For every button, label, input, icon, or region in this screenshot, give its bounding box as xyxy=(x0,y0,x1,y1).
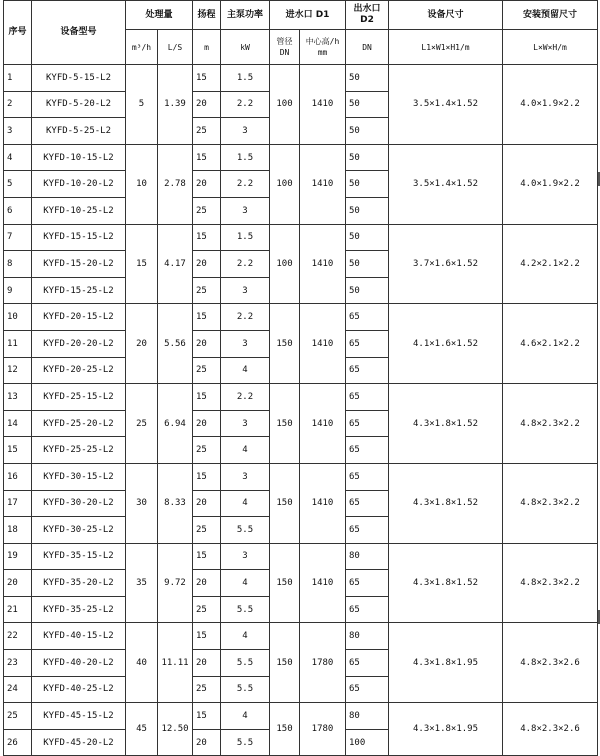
head-cell: 25 xyxy=(193,357,221,384)
model-cell: KYFD-35-25-L2 xyxy=(32,596,126,623)
size-cell: 4.1×1.6×1.52 xyxy=(389,304,503,384)
row-number: 19 xyxy=(4,543,32,570)
power-cell: 3 xyxy=(221,410,270,437)
outlet-cell: 65 xyxy=(346,676,389,703)
power-cell: 3 xyxy=(221,330,270,357)
row-number: 1 xyxy=(4,65,32,92)
model-cell: KYFD-40-15-L2 xyxy=(32,623,126,650)
unit-outlet: DN xyxy=(346,30,389,65)
model-cell: KYFD-45-20-L2 xyxy=(32,729,126,756)
table-row xyxy=(4,304,598,331)
model-cell: KYFD-15-15-L2 xyxy=(32,224,126,251)
power-cell: 4 xyxy=(221,623,270,650)
header-power: 主泵功率 xyxy=(221,1,270,30)
header-inlet: 进水口 D1 xyxy=(270,1,346,30)
flow-m3h-cell: 45 xyxy=(126,703,158,756)
size-cell: 4.3×1.8×1.95 xyxy=(389,623,503,703)
head-cell: 20 xyxy=(193,330,221,357)
head-cell: 25 xyxy=(193,596,221,623)
inlet-dn-cell: 150 xyxy=(270,384,300,464)
head-cell: 25 xyxy=(193,517,221,544)
unit-flow-m3h: m³/h xyxy=(126,30,158,65)
outlet-cell: 80 xyxy=(346,623,389,650)
row-number: 8 xyxy=(4,251,32,278)
flow-m3h-cell: 30 xyxy=(126,463,158,543)
inlet-height-cell: 1410 xyxy=(300,543,346,623)
equipment-spec-table xyxy=(3,0,598,756)
row-number: 18 xyxy=(4,517,32,544)
power-cell: 5.5 xyxy=(221,517,270,544)
outlet-cell: 50 xyxy=(346,277,389,304)
head-cell: 25 xyxy=(193,437,221,464)
row-number: 11 xyxy=(4,330,32,357)
head-cell: 15 xyxy=(193,543,221,570)
row-number: 16 xyxy=(4,463,32,490)
power-cell: 1.5 xyxy=(221,65,270,92)
flow-ls-cell: 1.39 xyxy=(158,65,193,145)
inlet-height-cell: 1410 xyxy=(300,384,346,464)
model-cell: KYFD-30-25-L2 xyxy=(32,517,126,544)
header-head: 扬程 xyxy=(193,1,221,30)
inlet-height-cell: 1780 xyxy=(300,623,346,703)
model-cell: KYFD-35-15-L2 xyxy=(32,543,126,570)
head-cell: 20 xyxy=(193,650,221,677)
table-body xyxy=(4,1,598,756)
size-cell: 3.5×1.4×1.52 xyxy=(389,65,503,145)
model-cell: KYFD-20-25-L2 xyxy=(32,357,126,384)
outlet-cell: 50 xyxy=(346,224,389,251)
model-cell: KYFD-10-25-L2 xyxy=(32,197,126,224)
model-cell: KYFD-15-25-L2 xyxy=(32,277,126,304)
unit-flow-ls: L/S xyxy=(158,30,193,65)
model-cell: KYFD-40-20-L2 xyxy=(32,650,126,677)
unit-inlet-dn: 管径 DN xyxy=(270,30,300,65)
power-cell: 5.5 xyxy=(221,676,270,703)
header-row xyxy=(4,1,598,30)
row-number: 20 xyxy=(4,570,32,597)
model-cell: KYFD-5-15-L2 xyxy=(32,65,126,92)
power-cell: 4 xyxy=(221,437,270,464)
flow-m3h-cell: 35 xyxy=(126,543,158,623)
row-number: 9 xyxy=(4,277,32,304)
row-number: 5 xyxy=(4,171,32,198)
size-cell: 4.3×1.8×1.52 xyxy=(389,384,503,464)
outlet-cell: 65 xyxy=(346,570,389,597)
outlet-cell: 65 xyxy=(346,490,389,517)
row-number: 6 xyxy=(4,197,32,224)
inlet-dn-cell: 100 xyxy=(270,224,300,304)
power-cell: 4 xyxy=(221,570,270,597)
row-number: 21 xyxy=(4,596,32,623)
head-cell: 25 xyxy=(193,118,221,145)
outlet-cell: 50 xyxy=(346,197,389,224)
header-no: 序号 xyxy=(4,1,32,65)
outlet-cell: 65 xyxy=(346,304,389,331)
flow-m3h-cell: 25 xyxy=(126,384,158,464)
flow-ls-cell: 11.11 xyxy=(158,623,193,703)
head-cell: 15 xyxy=(193,463,221,490)
inlet-dn-cell: 150 xyxy=(270,623,300,703)
row-number: 7 xyxy=(4,224,32,251)
flow-m3h-cell: 5 xyxy=(126,65,158,145)
row-number: 4 xyxy=(4,144,32,171)
power-cell: 2.2 xyxy=(221,251,270,278)
install-cell: 4.0×1.9×2.2 xyxy=(503,65,598,145)
flow-ls-cell: 4.17 xyxy=(158,224,193,304)
power-cell: 3 xyxy=(221,118,270,145)
table-row xyxy=(4,703,598,730)
row-number: 14 xyxy=(4,410,32,437)
outlet-cell: 50 xyxy=(346,65,389,92)
outlet-cell: 50 xyxy=(346,91,389,118)
power-cell: 4 xyxy=(221,490,270,517)
head-cell: 15 xyxy=(193,144,221,171)
outlet-cell: 50 xyxy=(346,251,389,278)
head-cell: 15 xyxy=(193,224,221,251)
flow-ls-cell: 12.50 xyxy=(158,703,193,756)
outlet-cell: 65 xyxy=(346,437,389,464)
inlet-dn-cell: 150 xyxy=(270,703,300,756)
outlet-cell: 65 xyxy=(346,517,389,544)
size-cell: 3.5×1.4×1.52 xyxy=(389,144,503,224)
flow-ls-cell: 5.56 xyxy=(158,304,193,384)
inlet-dn-cell: 150 xyxy=(270,304,300,384)
size-cell: 4.3×1.8×1.95 xyxy=(389,703,503,756)
row-number: 10 xyxy=(4,304,32,331)
model-cell: KYFD-10-15-L2 xyxy=(32,144,126,171)
header-model: 设备型号 xyxy=(32,1,126,65)
outlet-cell: 65 xyxy=(346,650,389,677)
outlet-cell: 65 xyxy=(346,384,389,411)
row-number: 13 xyxy=(4,384,32,411)
outlet-cell: 100 xyxy=(346,729,389,756)
head-cell: 25 xyxy=(193,197,221,224)
flow-ls-cell: 8.33 xyxy=(158,463,193,543)
header-install: 安装预留尺寸 xyxy=(503,1,598,30)
table-row xyxy=(4,463,598,490)
power-cell: 1.5 xyxy=(221,224,270,251)
head-cell: 20 xyxy=(193,410,221,437)
row-number: 23 xyxy=(4,650,32,677)
head-cell: 20 xyxy=(193,171,221,198)
power-cell: 4 xyxy=(221,703,270,730)
power-cell: 2.2 xyxy=(221,171,270,198)
table-row xyxy=(4,384,598,411)
power-cell: 5.5 xyxy=(221,729,270,756)
model-cell: KYFD-20-15-L2 xyxy=(32,304,126,331)
outlet-cell: 65 xyxy=(346,357,389,384)
size-cell: 4.3×1.8×1.52 xyxy=(389,543,503,623)
install-cell: 4.8×2.3×2.2 xyxy=(503,543,598,623)
head-cell: 25 xyxy=(193,277,221,304)
flow-ls-cell: 9.72 xyxy=(158,543,193,623)
model-cell: KYFD-30-15-L2 xyxy=(32,463,126,490)
install-cell: 4.2×2.1×2.2 xyxy=(503,224,598,304)
power-cell: 2.2 xyxy=(221,384,270,411)
flow-m3h-cell: 15 xyxy=(126,224,158,304)
header-capacity: 处理量 xyxy=(126,1,193,30)
flow-ls-cell: 2.78 xyxy=(158,144,193,224)
power-cell: 2.2 xyxy=(221,304,270,331)
head-cell: 20 xyxy=(193,91,221,118)
head-cell: 20 xyxy=(193,729,221,756)
inlet-height-cell: 1410 xyxy=(300,144,346,224)
unit-head: m xyxy=(193,30,221,65)
outlet-cell: 80 xyxy=(346,703,389,730)
power-cell: 4 xyxy=(221,357,270,384)
unit-inlet-height: 中心高/h mm xyxy=(300,30,346,65)
install-cell: 4.8×2.3×2.6 xyxy=(503,623,598,703)
head-cell: 15 xyxy=(193,304,221,331)
outlet-cell: 50 xyxy=(346,144,389,171)
outlet-cell: 80 xyxy=(346,543,389,570)
head-cell: 20 xyxy=(193,490,221,517)
flow-m3h-cell: 20 xyxy=(126,304,158,384)
head-cell: 15 xyxy=(193,384,221,411)
unit-power: kW xyxy=(221,30,270,65)
install-cell: 4.0×1.9×2.2 xyxy=(503,144,598,224)
model-cell: KYFD-30-20-L2 xyxy=(32,490,126,517)
model-cell: KYFD-20-20-L2 xyxy=(32,330,126,357)
model-cell: KYFD-45-15-L2 xyxy=(32,703,126,730)
row-number: 22 xyxy=(4,623,32,650)
model-cell: KYFD-15-20-L2 xyxy=(32,251,126,278)
power-cell: 2.2 xyxy=(221,91,270,118)
model-cell: KYFD-5-25-L2 xyxy=(32,118,126,145)
header-size: 设备尺寸 xyxy=(389,1,503,30)
head-cell: 15 xyxy=(193,623,221,650)
table-row xyxy=(4,623,598,650)
outlet-cell: 50 xyxy=(346,171,389,198)
power-cell: 3 xyxy=(221,197,270,224)
inlet-dn-cell: 100 xyxy=(270,65,300,145)
table-row xyxy=(4,224,598,251)
inlet-height-cell: 1410 xyxy=(300,463,346,543)
outlet-cell: 65 xyxy=(346,463,389,490)
install-cell: 4.8×2.3×2.2 xyxy=(503,384,598,464)
table-row xyxy=(4,65,598,92)
model-cell: KYFD-25-20-L2 xyxy=(32,410,126,437)
power-cell: 3 xyxy=(221,277,270,304)
row-number: 15 xyxy=(4,437,32,464)
outlet-cell: 65 xyxy=(346,596,389,623)
table-row xyxy=(4,144,598,171)
model-cell: KYFD-40-25-L2 xyxy=(32,676,126,703)
model-cell: KYFD-5-20-L2 xyxy=(32,91,126,118)
size-cell: 3.7×1.6×1.52 xyxy=(389,224,503,304)
model-cell: KYFD-25-15-L2 xyxy=(32,384,126,411)
power-cell: 1.5 xyxy=(221,144,270,171)
model-cell: KYFD-35-20-L2 xyxy=(32,570,126,597)
table-row xyxy=(4,543,598,570)
inlet-height-cell: 1410 xyxy=(300,224,346,304)
power-cell: 5.5 xyxy=(221,650,270,677)
spec-table-wrapper xyxy=(3,0,598,756)
power-cell: 3 xyxy=(221,463,270,490)
unit-size: L1×W1×H1/m xyxy=(389,30,503,65)
row-number: 17 xyxy=(4,490,32,517)
row-number: 25 xyxy=(4,703,32,730)
inlet-dn-cell: 150 xyxy=(270,543,300,623)
flow-ls-cell: 6.94 xyxy=(158,384,193,464)
size-cell: 4.3×1.8×1.52 xyxy=(389,463,503,543)
unit-install: L×W×H/m xyxy=(503,30,598,65)
inlet-height-cell: 1410 xyxy=(300,65,346,145)
power-cell: 3 xyxy=(221,543,270,570)
row-number: 26 xyxy=(4,729,32,756)
row-number: 2 xyxy=(4,91,32,118)
inlet-height-cell: 1410 xyxy=(300,304,346,384)
head-cell: 25 xyxy=(193,676,221,703)
row-number: 12 xyxy=(4,357,32,384)
head-cell: 20 xyxy=(193,570,221,597)
model-cell: KYFD-10-20-L2 xyxy=(32,171,126,198)
inlet-height-cell: 1780 xyxy=(300,703,346,756)
install-cell: 4.8×2.3×2.2 xyxy=(503,463,598,543)
flow-m3h-cell: 40 xyxy=(126,623,158,703)
head-cell: 15 xyxy=(193,703,221,730)
head-cell: 15 xyxy=(193,65,221,92)
model-cell: KYFD-25-25-L2 xyxy=(32,437,126,464)
install-cell: 4.8×2.3×2.6 xyxy=(503,703,598,756)
row-number: 24 xyxy=(4,676,32,703)
outlet-cell: 50 xyxy=(346,118,389,145)
power-cell: 5.5 xyxy=(221,596,270,623)
row-number: 3 xyxy=(4,118,32,145)
header-outlet: 出水口 D2 xyxy=(346,1,389,30)
outlet-cell: 65 xyxy=(346,410,389,437)
flow-m3h-cell: 10 xyxy=(126,144,158,224)
inlet-dn-cell: 100 xyxy=(270,144,300,224)
outlet-cell: 65 xyxy=(346,330,389,357)
install-cell: 4.6×2.1×2.2 xyxy=(503,304,598,384)
inlet-dn-cell: 150 xyxy=(270,463,300,543)
head-cell: 20 xyxy=(193,251,221,278)
